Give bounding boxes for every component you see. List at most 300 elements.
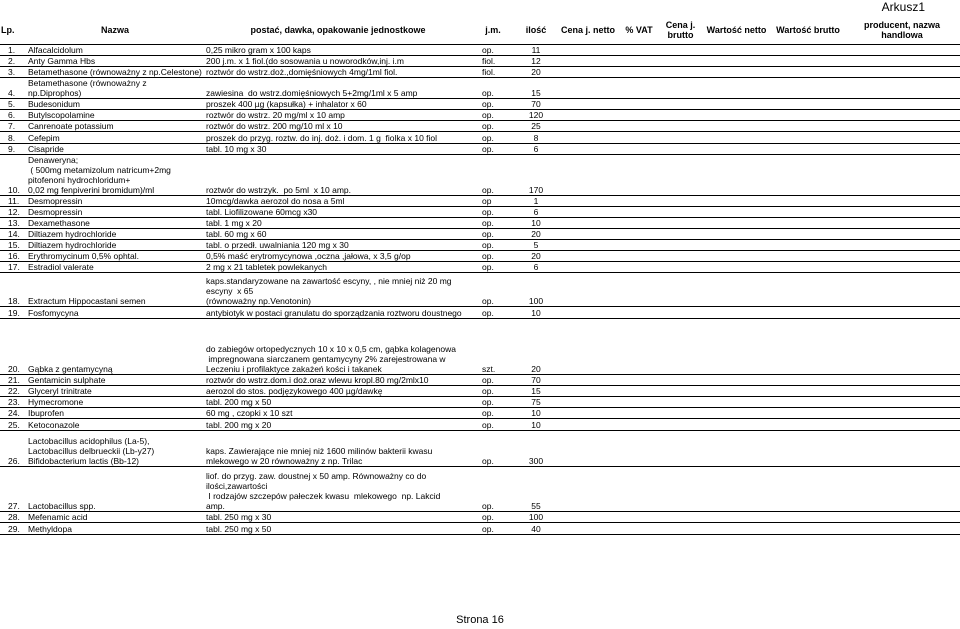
table-row	[0, 419, 960, 431]
cell-form: tabl. 1 mg x 20	[204, 218, 472, 229]
cell-name: Gąbka z gentamycyną	[26, 319, 204, 375]
cell-form: tabl. 60 mg x 60	[204, 229, 472, 240]
table-row	[0, 121, 960, 132]
cell-producer	[844, 375, 960, 386]
cell-net-value	[701, 240, 772, 251]
cell-unit: op.	[472, 229, 514, 240]
cell-unit: op.	[472, 132, 514, 144]
cell-gross-price	[660, 229, 701, 240]
table-row	[0, 319, 960, 375]
cell-form: do zabiegów ortopedycznych 10 x 10 x 0,5 cm, gąbka kolagenowa impregnowana siarczanem gentamycyny 2% zarejestrowana w Leczeniu i profilaktyce zakażeń kości i takanek	[204, 319, 472, 375]
cell-form: proszek 400 µg (kapsułka) + inhalator x 60	[204, 99, 472, 110]
cell-net-price	[558, 262, 618, 273]
cell-qty: 20	[514, 251, 558, 262]
cell-unit: op.	[472, 110, 514, 121]
cell-qty: 1	[514, 196, 558, 207]
cell-form: tabl. 200 mg x 50	[204, 397, 472, 408]
header-producer: producent, nazwa handlowa	[844, 16, 960, 45]
cell-vat	[618, 132, 660, 144]
cell-name: Desmopressin	[26, 207, 204, 218]
cell-qty: 120	[514, 110, 558, 121]
cell-gross-price	[660, 375, 701, 386]
header-lp: Lp.	[0, 16, 26, 45]
cell-unit: fiol.	[472, 56, 514, 67]
cell-vat	[618, 78, 660, 99]
cell-form: roztwór do wstrz. 200 mg/10 ml x 10	[204, 121, 472, 132]
cell-producer	[844, 196, 960, 207]
table-row	[0, 375, 960, 386]
sheet-title: Arkusz1	[881, 0, 925, 14]
table-row	[0, 67, 960, 78]
cell-net-price	[558, 218, 618, 229]
cell-lp: 13.	[0, 218, 26, 229]
cell-gross-value	[772, 431, 844, 467]
cell-form: zawiesina do wstrz.domięśniowych 5+2mg/1ml x 5 amp	[204, 78, 472, 99]
cell-qty: 6	[514, 207, 558, 218]
cell-net-value	[701, 132, 772, 144]
cell-form: 200 j.m. x 1 fiol.(do sosowania u noworodków,inj. i.m	[204, 56, 472, 67]
cell-qty: 300	[514, 431, 558, 467]
cell-gross-value	[772, 375, 844, 386]
cell-gross-price	[660, 386, 701, 397]
cell-vat	[618, 155, 660, 196]
cell-net-value	[701, 419, 772, 431]
cell-vat	[618, 67, 660, 78]
cell-producer	[844, 467, 960, 512]
cell-name: Diltiazem hydrochloride	[26, 240, 204, 251]
cell-gross-value	[772, 229, 844, 240]
cell-net-value	[701, 229, 772, 240]
header-gross-price: Cena j. brutto	[660, 16, 701, 45]
drug-price-table	[0, 16, 960, 535]
cell-producer	[844, 132, 960, 144]
cell-gross-price	[660, 144, 701, 155]
cell-name: Glyceryl trinitrate	[26, 386, 204, 397]
table-row	[0, 99, 960, 110]
table-row	[0, 251, 960, 262]
cell-lp: 12.	[0, 207, 26, 218]
cell-producer	[844, 408, 960, 419]
cell-vat	[618, 45, 660, 56]
table-row	[0, 196, 960, 207]
cell-vat	[618, 110, 660, 121]
cell-lp: 28.	[0, 512, 26, 523]
cell-qty: 15	[514, 78, 558, 99]
cell-gross-value	[772, 273, 844, 307]
cell-producer	[844, 78, 960, 99]
cell-gross-value	[772, 262, 844, 273]
cell-unit: op.	[472, 375, 514, 386]
cell-unit: fiol.	[472, 67, 514, 78]
cell-qty: 5	[514, 240, 558, 251]
cell-net-price	[558, 319, 618, 375]
cell-net-price	[558, 56, 618, 67]
cell-unit: op.	[472, 207, 514, 218]
header-unit: j.m.	[472, 16, 514, 45]
table-row	[0, 431, 960, 467]
cell-producer	[844, 419, 960, 431]
cell-lp: 24.	[0, 408, 26, 419]
header-net-value: Wartość netto	[701, 16, 772, 45]
cell-vat	[618, 307, 660, 319]
table-row	[0, 229, 960, 240]
cell-qty: 100	[514, 512, 558, 523]
header-gross-value: Wartość brutto	[772, 16, 844, 45]
cell-form: tabl. Liofilizowane 60mcg x30	[204, 207, 472, 218]
cell-unit: op.	[472, 419, 514, 431]
cell-lp: 23.	[0, 397, 26, 408]
cell-gross-price	[660, 218, 701, 229]
cell-qty: 20	[514, 229, 558, 240]
cell-vat	[618, 397, 660, 408]
cell-qty: 11	[514, 45, 558, 56]
cell-vat	[618, 419, 660, 431]
table-row	[0, 240, 960, 251]
cell-producer	[844, 273, 960, 307]
cell-form: tabl. 250 mg x 50	[204, 523, 472, 535]
cell-gross-price	[660, 45, 701, 56]
cell-lp: 14.	[0, 229, 26, 240]
cell-gross-value	[772, 110, 844, 121]
cell-gross-value	[772, 132, 844, 144]
cell-net-value	[701, 121, 772, 132]
cell-net-value	[701, 467, 772, 512]
header-qty: ilość	[514, 16, 558, 45]
table-row	[0, 45, 960, 56]
cell-name: Fosfomycyna	[26, 307, 204, 319]
cell-gross-price	[660, 467, 701, 512]
cell-form: kaps.standaryzowane na zawartość escyny, , nie mniej niż 20 mg escyny x 65 (równoważny np.Venotonin)	[204, 273, 472, 307]
cell-gross-price	[660, 67, 701, 78]
cell-vat	[618, 375, 660, 386]
cell-name: Budesonidum	[26, 99, 204, 110]
cell-gross-value	[772, 67, 844, 78]
cell-producer	[844, 397, 960, 408]
cell-vat	[618, 319, 660, 375]
cell-producer	[844, 218, 960, 229]
cell-lp: 19.	[0, 307, 26, 319]
cell-form: roztwór do wstrz.dom.i doż.oraz wlewu kropl.80 mg/2mlx10	[204, 375, 472, 386]
cell-gross-price	[660, 99, 701, 110]
cell-qty: 100	[514, 273, 558, 307]
cell-lp: 9.	[0, 144, 26, 155]
cell-gross-value	[772, 207, 844, 218]
cell-net-price	[558, 397, 618, 408]
cell-net-price	[558, 467, 618, 512]
cell-qty: 12	[514, 56, 558, 67]
table-row	[0, 523, 960, 535]
cell-gross-price	[660, 512, 701, 523]
cell-name: Butylscopolamine	[26, 110, 204, 121]
cell-gross-value	[772, 419, 844, 431]
cell-name: Erythromycinum 0,5% ophtal.	[26, 251, 204, 262]
cell-form: antybiotyk w postaci granulatu do sporządzania roztworu doustnego	[204, 307, 472, 319]
cell-producer	[844, 431, 960, 467]
header-net-price: Cena j. netto	[558, 16, 618, 45]
cell-unit: op.	[472, 467, 514, 512]
cell-net-value	[701, 218, 772, 229]
cell-unit: op.	[472, 99, 514, 110]
cell-net-value	[701, 431, 772, 467]
cell-vat	[618, 386, 660, 397]
header-row	[0, 16, 960, 45]
cell-vat	[618, 229, 660, 240]
cell-producer	[844, 240, 960, 251]
cell-name: Canrenoate potassium	[26, 121, 204, 132]
cell-producer	[844, 121, 960, 132]
cell-unit: op.	[472, 78, 514, 99]
cell-net-value	[701, 523, 772, 535]
cell-vat	[618, 121, 660, 132]
cell-lp: 20.	[0, 319, 26, 375]
cell-gross-value	[772, 240, 844, 251]
cell-gross-price	[660, 56, 701, 67]
cell-lp: 7.	[0, 121, 26, 132]
cell-gross-value	[772, 78, 844, 99]
table-row	[0, 307, 960, 319]
cell-name: Gentamicin sulphate	[26, 375, 204, 386]
cell-net-price	[558, 144, 618, 155]
table-row	[0, 78, 960, 99]
cell-form: roztwór do wstrz. 20 mg/ml x 10 amp	[204, 110, 472, 121]
cell-name: Betamethasone (równoważny z np.Diprophos)	[26, 78, 204, 99]
table-row	[0, 132, 960, 144]
cell-net-price	[558, 132, 618, 144]
cell-vat	[618, 431, 660, 467]
cell-net-value	[701, 56, 772, 67]
cell-gross-price	[660, 408, 701, 419]
cell-unit: op.	[472, 431, 514, 467]
cell-unit: op.	[472, 512, 514, 523]
cell-unit: op.	[472, 121, 514, 132]
cell-net-price	[558, 523, 618, 535]
cell-lp: 29.	[0, 523, 26, 535]
cell-gross-price	[660, 397, 701, 408]
cell-lp: 8.	[0, 132, 26, 144]
cell-net-value	[701, 207, 772, 218]
cell-gross-value	[772, 467, 844, 512]
cell-vat	[618, 273, 660, 307]
cell-vat	[618, 207, 660, 218]
cell-producer	[844, 262, 960, 273]
cell-net-price	[558, 419, 618, 431]
cell-net-value	[701, 110, 772, 121]
cell-unit: op.	[472, 155, 514, 196]
cell-lp: 15.	[0, 240, 26, 251]
cell-net-value	[701, 196, 772, 207]
cell-qty: 20	[514, 67, 558, 78]
cell-name: Cefepim	[26, 132, 204, 144]
cell-name: Extractum Hippocastani semen	[26, 273, 204, 307]
table-row	[0, 467, 960, 512]
cell-vat	[618, 240, 660, 251]
cell-net-price	[558, 99, 618, 110]
cell-gross-price	[660, 240, 701, 251]
cell-form: tabl. 250 mg x 30	[204, 512, 472, 523]
cell-lp: 2.	[0, 56, 26, 67]
cell-unit: op.	[472, 144, 514, 155]
header-form: postać, dawka, opakowanie jednostkowe	[204, 16, 472, 45]
cell-lp: 5.	[0, 99, 26, 110]
cell-net-price	[558, 431, 618, 467]
cell-net-value	[701, 375, 772, 386]
cell-vat	[618, 99, 660, 110]
cell-vat	[618, 262, 660, 273]
cell-gross-value	[772, 397, 844, 408]
cell-qty: 6	[514, 144, 558, 155]
cell-gross-price	[660, 251, 701, 262]
cell-lp: 6.	[0, 110, 26, 121]
cell-qty: 75	[514, 397, 558, 408]
cell-gross-value	[772, 144, 844, 155]
cell-net-value	[701, 386, 772, 397]
cell-unit: szt.	[472, 319, 514, 375]
cell-qty: 8	[514, 132, 558, 144]
cell-name: Dexamethasone	[26, 218, 204, 229]
cell-form: kaps. Zawierające nie mniej niż 1600 milinów bakterii kwasu mlekowego w 20 równoważny z np. Trilac	[204, 431, 472, 467]
cell-producer	[844, 512, 960, 523]
cell-lp: 25.	[0, 419, 26, 431]
cell-qty: 70	[514, 375, 558, 386]
cell-producer	[844, 319, 960, 375]
cell-unit: op.	[472, 45, 514, 56]
table-row	[0, 397, 960, 408]
cell-name: Diltiazem hydrochloride	[26, 229, 204, 240]
cell-net-price	[558, 273, 618, 307]
cell-gross-price	[660, 207, 701, 218]
cell-net-value	[701, 45, 772, 56]
cell-net-value	[701, 99, 772, 110]
cell-gross-value	[772, 408, 844, 419]
cell-form: aerozol do stos. podjęzykowego 400 µg/dawkę	[204, 386, 472, 397]
cell-unit: op.	[472, 397, 514, 408]
cell-lp: 4.	[0, 78, 26, 99]
cell-name: Methyldopa	[26, 523, 204, 535]
table-row	[0, 262, 960, 273]
cell-net-value	[701, 408, 772, 419]
page-footer: Strona 16	[456, 614, 504, 626]
cell-producer	[844, 207, 960, 218]
cell-gross-price	[660, 121, 701, 132]
cell-net-price	[558, 196, 618, 207]
cell-net-value	[701, 251, 772, 262]
cell-net-value	[701, 273, 772, 307]
cell-net-value	[701, 397, 772, 408]
header-name: Nazwa	[26, 16, 204, 45]
cell-form: tabl. 200 mg x 20	[204, 419, 472, 431]
cell-vat	[618, 56, 660, 67]
cell-lp: 26.	[0, 431, 26, 467]
cell-gross-value	[772, 121, 844, 132]
cell-gross-value	[772, 218, 844, 229]
cell-lp: 27.	[0, 467, 26, 512]
cell-name: Mefenamic acid	[26, 512, 204, 523]
cell-lp: 11.	[0, 196, 26, 207]
cell-lp: 16.	[0, 251, 26, 262]
cell-gross-price	[660, 431, 701, 467]
cell-net-value	[701, 67, 772, 78]
cell-producer	[844, 523, 960, 535]
cell-gross-value	[772, 45, 844, 56]
cell-lp: 21.	[0, 375, 26, 386]
cell-gross-price	[660, 110, 701, 121]
cell-qty: 10	[514, 307, 558, 319]
cell-unit: op.	[472, 386, 514, 397]
table-row	[0, 273, 960, 307]
cell-net-price	[558, 110, 618, 121]
table-row	[0, 408, 960, 419]
cell-unit: op.	[472, 307, 514, 319]
cell-name: Cisapride	[26, 144, 204, 155]
cell-gross-value	[772, 319, 844, 375]
cell-net-value	[701, 512, 772, 523]
cell-producer	[844, 144, 960, 155]
cell-name: Ketoconazole	[26, 419, 204, 431]
cell-qty: 10	[514, 218, 558, 229]
cell-net-value	[701, 262, 772, 273]
cell-qty: 10	[514, 408, 558, 419]
cell-gross-value	[772, 155, 844, 196]
table-row	[0, 155, 960, 196]
cell-qty: 20	[514, 319, 558, 375]
table-row	[0, 207, 960, 218]
cell-qty: 15	[514, 386, 558, 397]
cell-net-price	[558, 375, 618, 386]
cell-gross-price	[660, 155, 701, 196]
cell-qty: 10	[514, 419, 558, 431]
cell-form: tabl. 10 mg x 30	[204, 144, 472, 155]
cell-name: Betamethasone (równoważny z np.Celestone)	[26, 67, 204, 78]
cell-net-price	[558, 240, 618, 251]
cell-net-price	[558, 207, 618, 218]
cell-form: proszek do przyg. roztw. do inj. doż. i dom. 1 g fiolka x 10 fiol	[204, 132, 472, 144]
cell-producer	[844, 229, 960, 240]
cell-qty: 6	[514, 262, 558, 273]
cell-form: tabl. o przedł. uwalniania 120 mg x 30	[204, 240, 472, 251]
cell-net-price	[558, 67, 618, 78]
cell-name: Alfacalcidolum	[26, 45, 204, 56]
table-row	[0, 218, 960, 229]
cell-producer	[844, 251, 960, 262]
cell-form: roztwór do wstrzyk. po 5ml x 10 amp.	[204, 155, 472, 196]
cell-name: Lactobacillus acidophilus (La-5), Lactobacillus delbrueckii (Lb-y27) Bifidobacterium lactis (Bb-12)	[26, 431, 204, 467]
cell-producer	[844, 110, 960, 121]
cell-gross-value	[772, 512, 844, 523]
cell-vat	[618, 408, 660, 419]
cell-vat	[618, 523, 660, 535]
table-body	[0, 45, 960, 535]
cell-form: 2 mg x 21 tabletek powlekanych	[204, 262, 472, 273]
cell-net-price	[558, 307, 618, 319]
cell-vat	[618, 144, 660, 155]
cell-unit: op.	[472, 523, 514, 535]
cell-name: Desmopressin	[26, 196, 204, 207]
cell-producer	[844, 307, 960, 319]
cell-producer	[844, 45, 960, 56]
cell-producer	[844, 56, 960, 67]
cell-unit: op.	[472, 218, 514, 229]
cell-unit: op.	[472, 408, 514, 419]
cell-unit: op	[472, 196, 514, 207]
cell-qty: 170	[514, 155, 558, 196]
cell-qty: 40	[514, 523, 558, 535]
cell-producer	[844, 155, 960, 196]
cell-form: 10mcg/dawka aerozol do nosa a 5ml	[204, 196, 472, 207]
table-row	[0, 386, 960, 397]
table-row	[0, 56, 960, 67]
cell-vat	[618, 196, 660, 207]
cell-net-price	[558, 408, 618, 419]
